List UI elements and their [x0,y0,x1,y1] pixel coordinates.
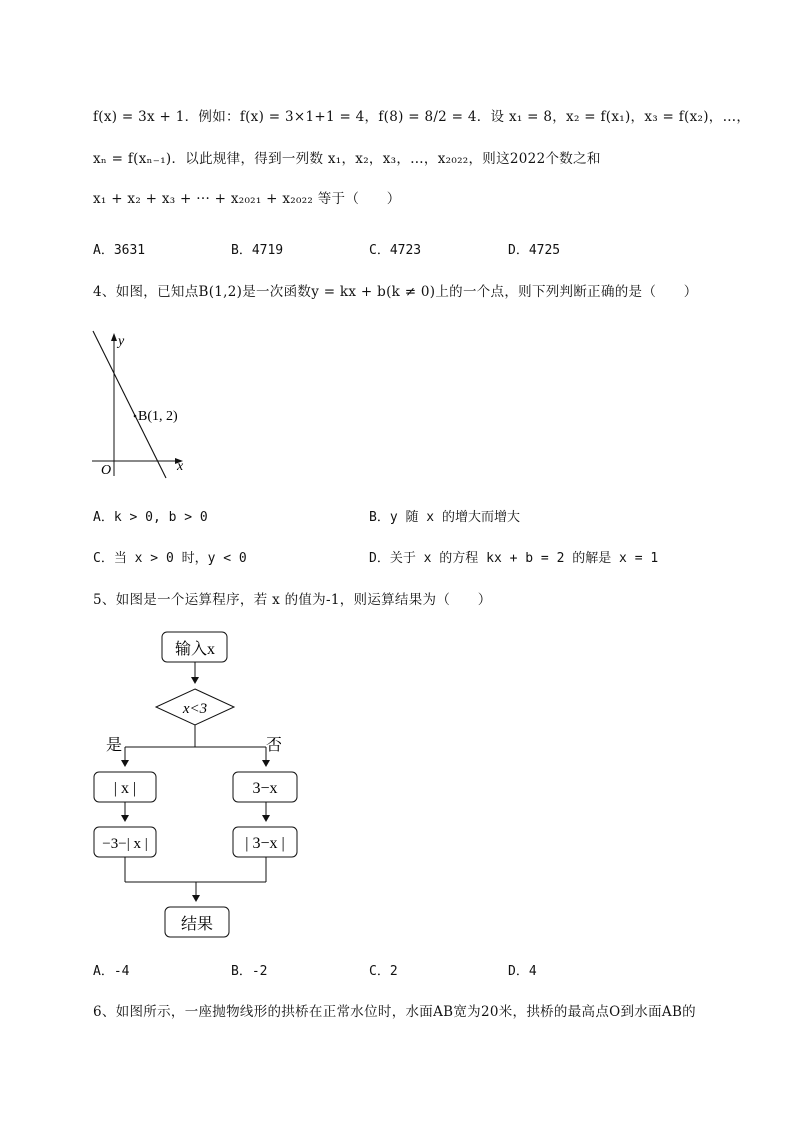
flow-left-text-1: | x | [113,780,137,797]
q4-graph-y-arrow [111,333,117,341]
flow-right-text-1: 3−x [252,780,278,797]
q3-choice-a-text: A．3631 [93,243,146,258]
q5-choice-d-text: D．4 [508,964,537,979]
q3-line-3 [93,190,401,208]
q4-choice-c[interactable] [93,549,247,568]
q3-line-2 [93,150,601,168]
q4-choice-d-text: D．关于 x 的方程 kx + b = 2 的解是 x = 1 [369,551,659,566]
q5-choice-a[interactable] [93,962,129,981]
flow-right-text-2: | 3−x | [245,835,285,852]
q3-choice-a[interactable] [93,241,145,260]
q3-choice-b-text: B．4719 [231,243,284,258]
q3-choice-c[interactable] [369,241,421,260]
q4-choice-d[interactable] [369,549,658,568]
q4-graph [88,328,198,480]
q4-graph-y-label: y [118,334,125,349]
q5-choice-c-text: C．2 [369,964,398,979]
q4-stem-text: 4、如图，已知点B(1,2)是一次函数y = kx + b(k ≠ 0)上的一个点，则下列判断正确的是（ ） [93,284,698,300]
q4-graph-origin-label: O [101,463,112,478]
q4-stem [93,283,698,301]
flow-yes-label: 是 [106,737,123,754]
q4-graph-point-b [134,415,137,418]
q5-stem [93,591,492,609]
flow-result-text: 结果 [180,916,214,933]
q3-choice-b[interactable] [231,241,283,260]
q5-choice-b[interactable] [231,962,267,981]
q3-line-3-text: x₁ + x₂ + x₃ + ··· + x₂₀₂₁ + x₂₀₂₂ 等于（ ） [93,191,401,207]
flow-condition-text: x<3 [182,701,208,717]
q6-stem-text: 6、如图所示，一座抛物线形的拱桥在正常水位时，水面AB宽为20米，拱桥的最高点O到水面AB的 [93,1004,696,1020]
q4-choice-c-text: C．当 x > 0 时，y < 0 [93,551,247,566]
q3-line-1 [93,108,750,126]
q5-choice-d[interactable] [508,962,537,981]
q6-stem [93,1003,696,1021]
q5-stem-text: 5、如图是一个运算程序，若 x 的值为-1，则运算结果为（ ） [93,592,492,608]
q4-choice-a[interactable] [93,508,208,527]
q4-graph-line [93,331,166,478]
q5-choice-a-text: A．-4 [93,964,130,979]
q5-choice-c[interactable] [369,962,398,981]
q4-graph-x-label: x [177,459,184,474]
q3-line-1-text: f(x) = 3x + 1．例如：f(x) = 3×1+1 = 4，f(8) = 8/2 = 4．设 x₁ = 8，x₂ = f(x₁)，x₃ = f(x₂)，…， [93,109,751,125]
q5-flowchart [85,625,315,943]
flow-no-label: 否 [266,737,283,754]
q3-line-2-text: xₙ = f(xₙ₋₁)．以此规律，得到一列数 x₁，x₂，x₃，…，x₂₀₂₂，则这2022个数之和 [93,151,601,167]
flow-input-text: 输入x [174,641,216,658]
q4-choice-a-text: A．k > 0, b > 0 [93,510,208,525]
flow-left-text-2: −3−| x | [102,836,148,852]
q5-choice-b-text: B．-2 [231,964,268,979]
q3-choice-c-text: C．4723 [369,243,422,258]
q4-choice-b[interactable] [369,508,520,527]
q3-choice-d[interactable] [508,241,560,260]
q3-choice-d-text: D．4725 [508,243,561,258]
q4-choice-b-text: B．y 随 x 的增大而增大 [369,510,520,525]
q4-graph-point-label: B(1, 2) [138,409,178,424]
